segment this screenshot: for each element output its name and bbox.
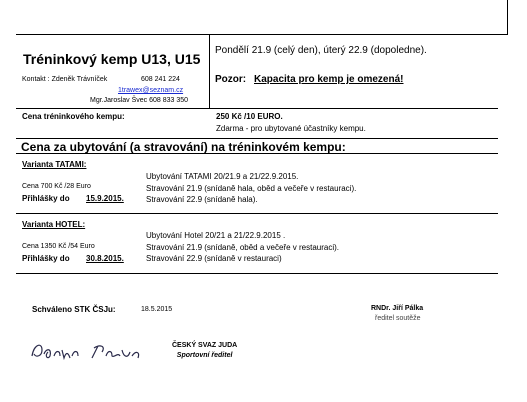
variant-hotel-line-1: Ubytování Hotel 20/21 a 21/22.9.2015 . bbox=[146, 231, 286, 240]
approved-label: Schváleno STK ČSJu: bbox=[32, 305, 116, 314]
table-divider-row2 bbox=[16, 138, 498, 139]
table-border-top bbox=[16, 34, 508, 35]
variant-hotel-price: Cena 1350 Kč /54 Euro bbox=[22, 243, 95, 250]
signer-role: ředitel soutěže bbox=[375, 315, 421, 322]
warning-text: Kapacita pro kemp je omezená! bbox=[254, 74, 404, 85]
table-divider-vertical bbox=[209, 35, 210, 109]
price-label: Cena tréninkového kempu: bbox=[22, 112, 125, 121]
signer-name: RNDr. Jiří Pálka bbox=[371, 305, 424, 312]
variant-tatami-line-2: Stravování 21.9 (snídaně hala, oběd a večeře v restauraci). bbox=[146, 184, 357, 193]
contact-email-link[interactable]: 1trawex@seznam.cz bbox=[118, 87, 184, 94]
variant-hotel-line-2: Stravování 21.9 (snídaně, oběd a večeře v restauraci). bbox=[146, 243, 339, 252]
table-divider-row1 bbox=[16, 108, 498, 109]
variant-tatami-line-3: Stravování 22.9 (snídaně hala). bbox=[146, 195, 258, 204]
official-stamp bbox=[172, 341, 237, 361]
price-free-note: Zdarma - pro ubytované účastníky kempu. bbox=[216, 124, 366, 133]
variant-tatami-line-1: Ubytování TATAMI 20/21.9 a 21/22.9.2015. bbox=[146, 172, 299, 181]
stamp-line-1: ČESKÝ SVAZ JUDA bbox=[172, 342, 238, 349]
contact-phone: 608 241 224 bbox=[141, 76, 180, 83]
contact-label: Kontakt : Zdeněk Trávníček bbox=[22, 76, 108, 83]
price-value: 250 Kč /10 EURO. bbox=[216, 112, 283, 121]
contact-secondary: Mgr.Jaroslav Švec 608 833 350 bbox=[90, 97, 189, 104]
handwritten-signature bbox=[28, 338, 158, 364]
stamp-line-2: Sportovní ředitel bbox=[176, 352, 233, 359]
table-border-right bbox=[507, 0, 508, 35]
warning-label: Pozor: bbox=[215, 74, 247, 85]
accommodation-section-header: Cena za ubytování (a stravování) na tréninkovém kempu: bbox=[21, 140, 346, 154]
table-divider-row5 bbox=[16, 273, 498, 274]
variant-tatami-name: Varianta TATAMI: bbox=[22, 160, 87, 169]
variant-hotel-name: Varianta HOTEL: bbox=[22, 220, 86, 229]
variant-hotel-signup-label: Přihlášky do bbox=[22, 254, 70, 263]
variant-tatami-price: Cena 700 Kč /28 Euro bbox=[22, 183, 91, 190]
variant-tatami-signup-label: Přihlášky do bbox=[22, 194, 70, 203]
camp-dates: Pondělí 21.9 (celý den), úterý 22.9 (dopoledne). bbox=[215, 45, 427, 56]
variant-tatami-signup-date: 15.9.2015. bbox=[86, 194, 124, 203]
document-title: Tréninkový kemp U13, U15 bbox=[23, 51, 201, 67]
variant-hotel-line-3: Stravování 22.9 (snídaně v restauraci) bbox=[146, 254, 282, 263]
approved-date: 18.5.2015 bbox=[141, 306, 173, 313]
table-divider-row4 bbox=[16, 213, 498, 214]
variant-hotel-signup-date: 30.8.2015. bbox=[86, 254, 124, 263]
